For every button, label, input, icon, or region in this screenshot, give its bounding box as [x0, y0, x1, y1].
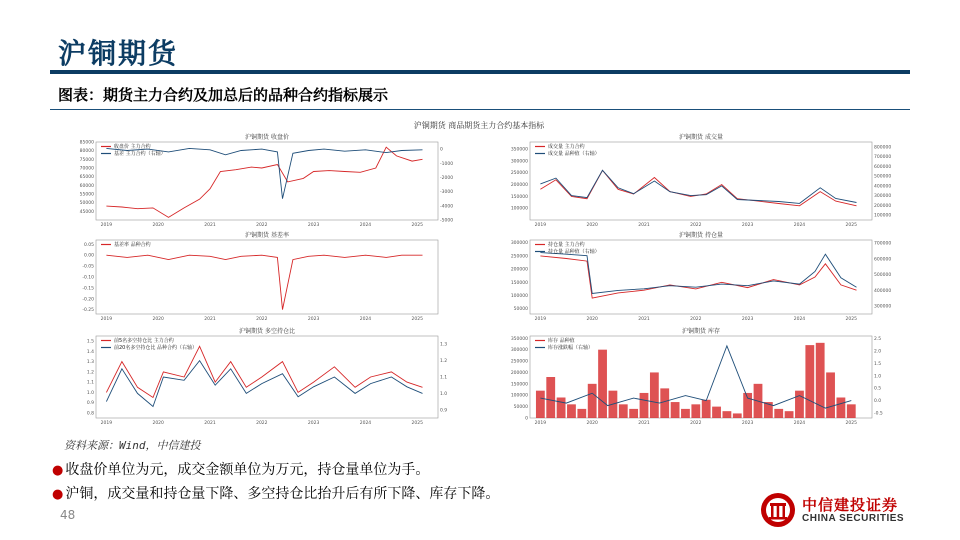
y-left-tick-label: 50000	[513, 405, 528, 411]
x-tick-label: 2024	[359, 223, 372, 228]
y-right-tick-label: 500000	[874, 174, 892, 180]
inventory-bar	[640, 393, 649, 418]
y-right-tick-label: -2000	[440, 175, 454, 181]
china-securities-emblem-icon	[760, 492, 796, 528]
x-tick-label: 2022	[256, 223, 268, 228]
legend-label: 成交量 品种值（右轴）	[548, 151, 600, 157]
y-left-tick-label: 300000	[510, 159, 528, 165]
legend-label: 基差 主力合约（右轴）	[114, 151, 166, 157]
inventory-bar	[774, 409, 783, 418]
y-right-tick-label: -5000	[440, 218, 454, 224]
legend-label: 库存涨跌幅（右轴）	[548, 345, 594, 351]
y-left-tick-label: 200000	[510, 183, 528, 189]
y-right-tick-label: 0.0	[874, 399, 882, 405]
company-logo	[760, 492, 920, 532]
y-left-tick-label: 85000	[79, 140, 94, 146]
y-right-tick-label: -1000	[440, 161, 454, 167]
inventory-bar	[588, 384, 597, 418]
chart-panel	[52, 130, 472, 230]
plot-frame	[96, 240, 438, 314]
series-line	[540, 170, 856, 205]
x-tick-label: 2019	[100, 421, 113, 426]
y-left-tick-label: 150000	[510, 194, 528, 200]
x-tick-label: 2020	[152, 421, 164, 426]
y-left-tick-label: 350000	[510, 147, 528, 153]
y-left-tick-label: 50000	[513, 307, 528, 313]
y-left-tick-label: 250000	[510, 359, 528, 365]
y-left-tick-label: 150000	[510, 382, 528, 388]
chart-panel	[52, 228, 472, 324]
inventory-bar	[650, 372, 659, 418]
x-tick-label: 2023	[741, 317, 754, 322]
x-tick-label: 2025	[411, 421, 423, 426]
y-right-tick-label: 1.0	[874, 374, 882, 380]
source-note: 资料来源：Wind，中信建投	[64, 439, 201, 452]
x-tick-label: 2021	[638, 317, 650, 322]
y-left-tick-label: 1.0	[86, 390, 94, 396]
x-tick-label: 2020	[586, 317, 598, 322]
x-tick-label: 2022	[690, 421, 702, 426]
y-right-tick-label: -3000	[440, 190, 454, 196]
chart-panel	[486, 228, 906, 324]
logo-text-en: CHINA SECURITIES	[802, 513, 905, 524]
y-left-tick-label: 1.1	[86, 380, 94, 386]
y-right-tick-label: 0.9	[440, 408, 448, 414]
inventory-bar	[702, 400, 711, 418]
y-left-tick-label: 70000	[79, 166, 94, 172]
x-tick-label: 2023	[741, 223, 754, 228]
y-right-tick-label: 600000	[874, 257, 892, 263]
bullet-item	[52, 483, 499, 503]
x-tick-label: 2024	[359, 421, 372, 426]
y-right-tick-label: 500000	[874, 273, 892, 279]
inventory-bar	[795, 391, 804, 418]
y-right-tick-label: 1.5	[874, 361, 882, 367]
legend-label: 库存 品种值	[548, 338, 575, 344]
x-tick-label: 2020	[152, 317, 164, 322]
panel-title: 沪铜期货 成交量	[679, 134, 723, 141]
x-tick-label: 2024	[793, 223, 806, 228]
legend-label: 前20名多空持仓比 品种合约（右轴）	[114, 345, 197, 351]
chart-svg	[52, 228, 472, 324]
y-right-tick-label: 2.5	[874, 336, 882, 342]
y-left-tick-label: 350000	[510, 336, 528, 342]
chart-svg	[486, 228, 906, 324]
y-left-tick-label: 200000	[510, 267, 528, 273]
y-right-tick-label: 100000	[874, 213, 892, 219]
y-left-tick-label: 65000	[79, 175, 94, 181]
inventory-bar	[619, 404, 628, 418]
title-rule	[50, 70, 910, 74]
x-tick-label: 2025	[411, 223, 423, 228]
legend-label: 持仓量 品种值（右轴）	[548, 249, 600, 255]
bullet-item	[52, 459, 429, 479]
y-left-tick-label: 250000	[510, 254, 528, 260]
y-left-tick-label: 80000	[79, 149, 94, 155]
inventory-bar	[536, 391, 545, 418]
y-right-tick-label: 0.5	[874, 386, 882, 392]
y-left-tick-label: 1.4	[86, 349, 94, 355]
inventory-bar	[681, 409, 690, 418]
bullet-text: 沪铜，成交量和持仓量下降、多空持仓比抬升后有所下降、库存下降。	[65, 486, 500, 502]
x-tick-label: 2023	[307, 421, 320, 426]
inventory-bar	[546, 377, 555, 418]
x-tick-label: 2021	[204, 421, 216, 426]
inventory-bar	[671, 402, 680, 418]
inventory-bar	[805, 345, 814, 418]
y-left-tick-label: 0.00	[83, 253, 94, 259]
x-tick-label: 2025	[411, 317, 423, 322]
y-left-tick-label: 150000	[510, 280, 528, 286]
chart-panel	[52, 324, 472, 428]
x-tick-label: 2019	[534, 317, 547, 322]
caption-rule	[50, 109, 910, 110]
inventory-bar	[712, 407, 721, 418]
y-left-tick-label: -0.15	[82, 286, 94, 292]
chart-svg	[52, 324, 472, 428]
y-left-tick-label: 75000	[79, 157, 94, 163]
y-right-tick-label: 1.3	[440, 342, 448, 348]
y-left-tick-label: 60000	[79, 183, 94, 189]
y-right-tick-label: 400000	[874, 288, 892, 294]
x-tick-label: 2024	[793, 421, 806, 426]
y-left-tick-label: 100000	[510, 206, 528, 212]
y-left-tick-label: 45000	[79, 209, 94, 215]
inventory-bar	[557, 398, 566, 419]
x-tick-label: 2019	[100, 317, 113, 322]
bullet-dot-icon: ●	[52, 463, 64, 478]
inventory-bar	[785, 411, 794, 418]
x-tick-label: 2024	[359, 317, 372, 322]
y-left-tick-label: 300000	[510, 348, 528, 354]
y-left-tick-label: 1.2	[86, 370, 94, 376]
page-title: 沪铜期货	[58, 37, 179, 70]
legend-label: 基差率 品种合约	[114, 242, 151, 248]
y-right-tick-label: 800000	[874, 145, 892, 151]
y-left-tick-label: 100000	[510, 393, 528, 399]
y-left-tick-label: 1.3	[86, 360, 94, 366]
y-right-tick-label: 2.0	[874, 349, 882, 355]
page-number: 48	[60, 508, 76, 522]
y-right-tick-label: 1.1	[440, 375, 448, 381]
series-line	[540, 253, 856, 294]
y-left-tick-label: -0.05	[82, 264, 94, 270]
y-left-tick-label: 300000	[510, 241, 528, 247]
series-line	[540, 346, 851, 408]
x-tick-label: 2025	[845, 223, 857, 228]
logo-text-cn: 中信建投证券	[802, 496, 899, 514]
y-right-tick-label: 700000	[874, 241, 892, 247]
y-left-tick-label: -0.20	[82, 297, 94, 303]
x-tick-label: 2019	[534, 421, 547, 426]
inventory-bar	[723, 411, 732, 418]
inventory-bar	[629, 409, 638, 418]
x-tick-label: 2020	[586, 421, 598, 426]
y-right-tick-label: 700000	[874, 155, 892, 161]
inventory-bar	[743, 393, 752, 418]
y-right-tick-label: -4000	[440, 204, 454, 210]
series-line	[106, 147, 422, 217]
inventory-bar	[837, 398, 846, 419]
inventory-bar	[847, 404, 856, 418]
x-tick-label: 2025	[845, 317, 857, 322]
inventory-bar	[567, 404, 576, 418]
figure-title: 沪铜期货 商品期货主力合约基本指标	[413, 121, 545, 130]
legend-label: 前5名多空持仓比 主力合约	[114, 338, 174, 344]
y-right-tick-label: 200000	[874, 203, 892, 209]
x-tick-label: 2020	[152, 223, 164, 228]
y-left-tick-label: 50000	[79, 201, 94, 207]
x-tick-label: 2021	[204, 317, 216, 322]
y-left-tick-label: 100000	[510, 294, 528, 299]
y-right-tick-label: 300000	[874, 304, 892, 310]
x-tick-label: 2022	[690, 317, 702, 322]
y-left-tick-label: 1.5	[86, 339, 94, 345]
chart-svg	[486, 130, 906, 230]
panel-title: 沪铜期货 收盘价	[245, 134, 289, 141]
x-tick-label: 2019	[100, 223, 113, 228]
chart-panel	[486, 130, 906, 230]
chart-svg	[52, 130, 472, 230]
y-left-tick-label: -0.25	[82, 308, 94, 314]
y-right-tick-label: 1.0	[440, 391, 448, 397]
panel-title: 沪铜期货 基差率	[245, 232, 289, 239]
x-tick-label: 2023	[741, 421, 754, 426]
y-left-tick-label: 0.8	[86, 411, 94, 417]
y-left-tick-label: 0	[525, 416, 528, 422]
x-tick-label: 2021	[638, 223, 650, 228]
inventory-bar	[660, 388, 669, 418]
x-tick-label: 2024	[793, 317, 806, 322]
y-left-tick-label: 0.05	[83, 242, 94, 248]
inventory-bar	[577, 409, 586, 418]
inventory-bar	[598, 350, 607, 418]
x-tick-label: 2021	[204, 223, 216, 228]
y-left-tick-label: 0.9	[86, 401, 94, 407]
series-line	[106, 361, 422, 407]
y-right-tick-label: 1.2	[440, 359, 448, 365]
bullet-text: 收盘价单位为元，成交金额单位为万元，持仓量单位为手。	[65, 462, 430, 478]
x-tick-label: 2022	[256, 317, 268, 322]
y-left-tick-label: 250000	[510, 171, 528, 177]
x-tick-label: 2020	[586, 223, 598, 228]
y-left-tick-label: 55000	[79, 192, 94, 198]
x-tick-label: 2022	[690, 223, 702, 228]
panel-title: 沪铜期货 库存	[682, 328, 720, 335]
x-tick-label: 2022	[256, 421, 268, 426]
legend-label: 持仓量 主力合约	[548, 242, 585, 248]
panel-title: 沪铜期货 持仓量	[679, 232, 723, 239]
series-line	[106, 346, 422, 397]
inventory-bar	[826, 372, 835, 418]
legend-label: 收盘价 主力合约	[114, 144, 151, 150]
chart-svg	[486, 324, 906, 428]
legend-label: 成交量 主力合约	[548, 144, 585, 150]
y-right-tick-label: 600000	[874, 164, 892, 170]
y-left-tick-label: -0.10	[82, 275, 94, 281]
y-right-tick-label: 0	[440, 147, 443, 153]
x-tick-label: 2023	[307, 223, 320, 228]
inventory-bar	[733, 413, 742, 418]
y-right-tick-label: 300000	[874, 194, 892, 200]
chart-caption: 图表：期货主力合约及加总后的品种合约指标展示	[58, 86, 389, 104]
series-line	[540, 170, 856, 203]
series-line	[106, 255, 422, 309]
x-tick-label: 2021	[638, 421, 650, 426]
inventory-bar	[691, 404, 700, 418]
chart-figure	[48, 118, 910, 430]
x-tick-label: 2019	[534, 223, 547, 228]
y-right-tick-label: 400000	[874, 184, 892, 190]
x-tick-label: 2023	[307, 317, 320, 322]
chart-panel	[486, 324, 906, 428]
bullet-dot-icon: ●	[52, 487, 64, 502]
x-tick-label: 2025	[845, 421, 857, 426]
y-right-tick-label: -0.5	[874, 411, 883, 417]
panel-title: 沪铜期货 多空持仓比	[239, 328, 295, 335]
y-left-tick-label: 200000	[510, 370, 528, 376]
